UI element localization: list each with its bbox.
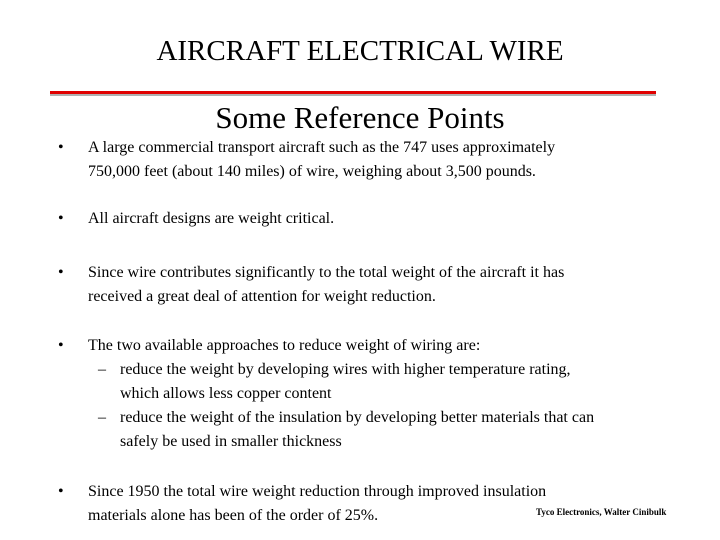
bullet-item xyxy=(88,261,678,309)
title-shadow-rule xyxy=(50,94,656,96)
bullet-line: The two available approaches to reduce weight of wiring are: xyxy=(88,337,481,354)
bullet-line: materials alone has been of the order of 25%. xyxy=(88,507,379,524)
sub-item xyxy=(98,358,668,406)
dash-marker: – xyxy=(98,409,106,426)
bullet-marker: • xyxy=(58,337,64,354)
slide-title: AIRCRAFT ELECTRICAL WIRE xyxy=(156,35,564,67)
bullet-line: Since 1950 the total wire weight reduction through improved insulation xyxy=(88,483,547,500)
bullet-item xyxy=(88,207,678,231)
slide-subtitle: Some Reference Points xyxy=(215,100,505,135)
bullet-item xyxy=(88,136,678,184)
bullet-item xyxy=(88,480,678,528)
sub-item-line: reduce the weight by developing wires with higher temperature rating, xyxy=(120,361,571,378)
bullet-line: All aircraft designs are weight critical. xyxy=(88,210,335,227)
bullet-line: A large commercial transport aircraft such as the 747 uses approximately xyxy=(88,139,556,156)
sub-item-line: safely be used in smaller thickness xyxy=(120,433,342,450)
bullet-line: received a great deal of attention for weight reduction. xyxy=(88,288,436,305)
sub-item-line: which allows less copper content xyxy=(120,385,332,402)
sub-item-line: reduce the weight of the insulation by developing better materials that can xyxy=(120,409,595,426)
bullet-marker: • xyxy=(58,483,64,500)
dash-marker: – xyxy=(98,361,106,378)
slide-credit: Tyco Electronics, Walter Cinibulk xyxy=(536,507,667,517)
bullet-marker: • xyxy=(58,139,64,156)
bullet-item xyxy=(88,334,678,358)
bullet-marker: • xyxy=(58,210,64,227)
bullet-line: 750,000 feet (about 140 miles) of wire, weighing about 3,500 pounds. xyxy=(88,163,536,180)
bullet-marker: • xyxy=(58,264,64,281)
bullet-line: Since wire contributes significantly to the total weight of the aircraft it has xyxy=(88,264,565,281)
sub-item xyxy=(98,406,668,454)
